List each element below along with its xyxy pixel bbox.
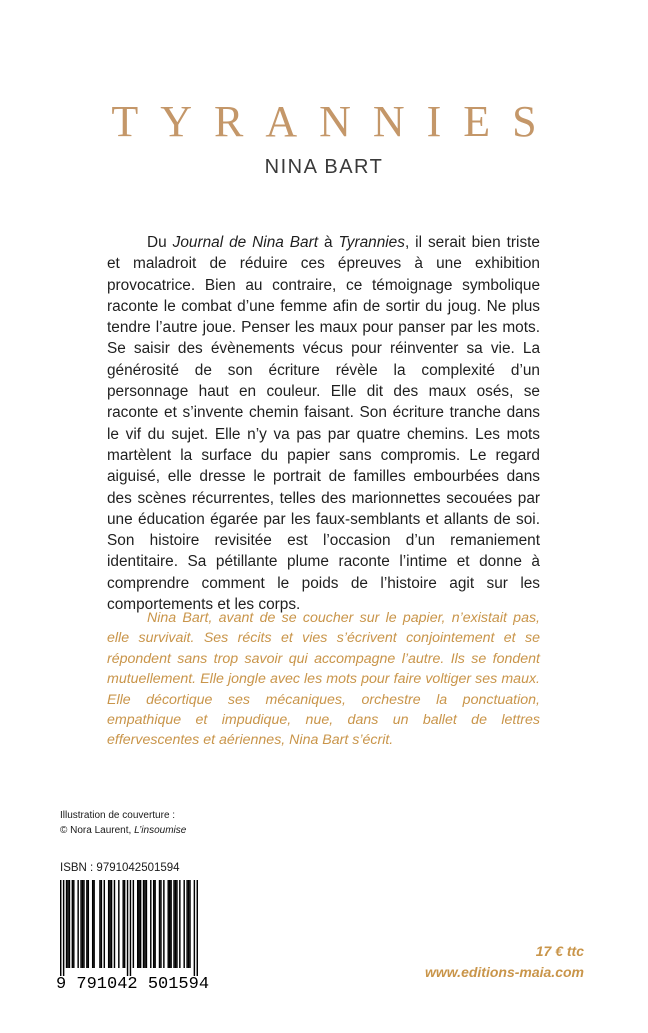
price: 17 € ttc (535, 943, 584, 959)
barcode-bar (150, 880, 151, 968)
quote-text: Nina Bart, avant de se coucher sur le papier, n’existait pas, elle survivait. Ses récits et vies s’écrivent conjointement et se répondent sans trop savoir qui accompagne l’autre. Ils se fondent mutuellement. Elle jongle avec les mots pour faire voltiger ses maux. Elle décortique ses mécaniques, orchestre la ponctuation, empathique et impudique, nue, dans un ballet de lettres effervescentes et aériennes, Nina Bart s’écrit. (107, 610, 540, 749)
barcode-bar (143, 880, 144, 968)
barcode-bar (114, 880, 115, 968)
blurb-segment: à (318, 234, 339, 251)
barcode-bar (146, 880, 147, 968)
barcode-bar (99, 880, 100, 968)
barcode-bar (80, 880, 81, 968)
credit-work-title: L’insoumise (134, 825, 187, 836)
barcode-bar (176, 880, 177, 968)
barcode-bar (104, 880, 105, 968)
barcode-bar (179, 880, 180, 968)
barcode-bar (130, 880, 131, 976)
barcode-bar (167, 880, 168, 968)
barcode-bar (111, 880, 112, 968)
barcode-bar (137, 880, 138, 968)
barcode-bars (60, 880, 198, 976)
barcode-bar (124, 880, 125, 968)
barcode-bar (73, 880, 74, 968)
blurb-segment-italic: Journal de Nina Bart (172, 234, 319, 251)
barcode-bar (127, 880, 128, 976)
publisher-website[interactable]: www.editions-maia.com (425, 964, 584, 980)
author-name: NINA BART (264, 156, 384, 178)
barcode-bar (83, 880, 84, 968)
illustration-credit (60, 808, 186, 838)
barcode-bar (66, 880, 67, 968)
barcode-bar (169, 880, 170, 968)
credit-line-2 (60, 823, 186, 838)
barcode-bar (197, 880, 198, 976)
barcode-bar (163, 880, 164, 968)
barcode-bar (194, 880, 195, 976)
barcode-bar (154, 880, 155, 968)
barcode-bar (82, 880, 83, 968)
barcode-bar (92, 880, 93, 968)
barcode-bar (159, 880, 160, 968)
barcode-bar (183, 880, 184, 968)
barcode-bar (144, 880, 145, 968)
isbn-label: ISBN : 9791042501594 (60, 862, 180, 874)
credit-artist: © Nora Laurent, (60, 825, 135, 836)
barcode-bar (175, 880, 176, 968)
barcode-bar (86, 880, 87, 968)
barcode-bar (189, 880, 190, 968)
barcode-bar (108, 880, 109, 968)
barcode-bar (160, 880, 161, 968)
back-cover-blurb (107, 232, 540, 615)
barcode-bar (118, 880, 119, 968)
barcode-bar (60, 880, 61, 976)
barcode-bar (109, 880, 110, 968)
blurb-segment-italic: Tyrannies (338, 234, 405, 251)
barcode-bar (140, 880, 141, 968)
barcode-bar (122, 880, 123, 968)
barcode-bar (188, 880, 189, 968)
barcode-bar (72, 880, 73, 968)
barcode-digits: 9 791042 501594 (56, 975, 210, 994)
barcode-bar (93, 880, 94, 968)
blurb-segment: , il serait bien triste et maladroit de réduire ces épreuves à une exhibition provocatrice. Bien au contraire, ce témoignage symbolique raconte le combat d’une femme afin de sortir du joug. Ne plus tendre l’autre joue. Penser les maux pour panser par les mots. Se saisir des évènements vécus pour réinventer sa vie. La générosité de son écriture révèle la complexité d’un personnage haut en couleur. Elle dit des maux osés, se raconte et s’invente chemin faisant. Son écriture tranche dans le vif du sujet. Elle n’y va pas par quatre chemins. Les mots martèlent la surface du papier sans compromis. Le regard aiguisé, elle dresse le portrait de familles embourbées dans des scènes récurrentes, telles des marionnettes secouées par une éducation égarée par les faux-semblants et allants de soi. Son histoire revisitée est l’occasion d’un remaniement identitaire. Sa pétillante plume raconte l’intime et donne à comprendre comment le poids de l’histoire agit sur les comportements et les corps. (107, 234, 540, 614)
barcode-bar (173, 880, 174, 968)
barcode-bar (63, 880, 64, 976)
barcode-bar (101, 880, 102, 968)
barcode-bar (133, 880, 134, 968)
barcode-bar (69, 880, 70, 968)
barcode-bar (88, 880, 89, 968)
blurb-segment: Du (147, 234, 173, 251)
credit-line-1: Illustration de couverture : (60, 810, 176, 821)
review-quote (107, 608, 540, 751)
barcode-bar (170, 880, 171, 968)
barcode-bar (186, 880, 187, 968)
barcode-bar (153, 880, 154, 968)
barcode-bar (138, 880, 139, 968)
book-title: TYRANNIES (111, 97, 559, 146)
barcode-bar (77, 880, 78, 968)
barcode-bar (67, 880, 68, 968)
